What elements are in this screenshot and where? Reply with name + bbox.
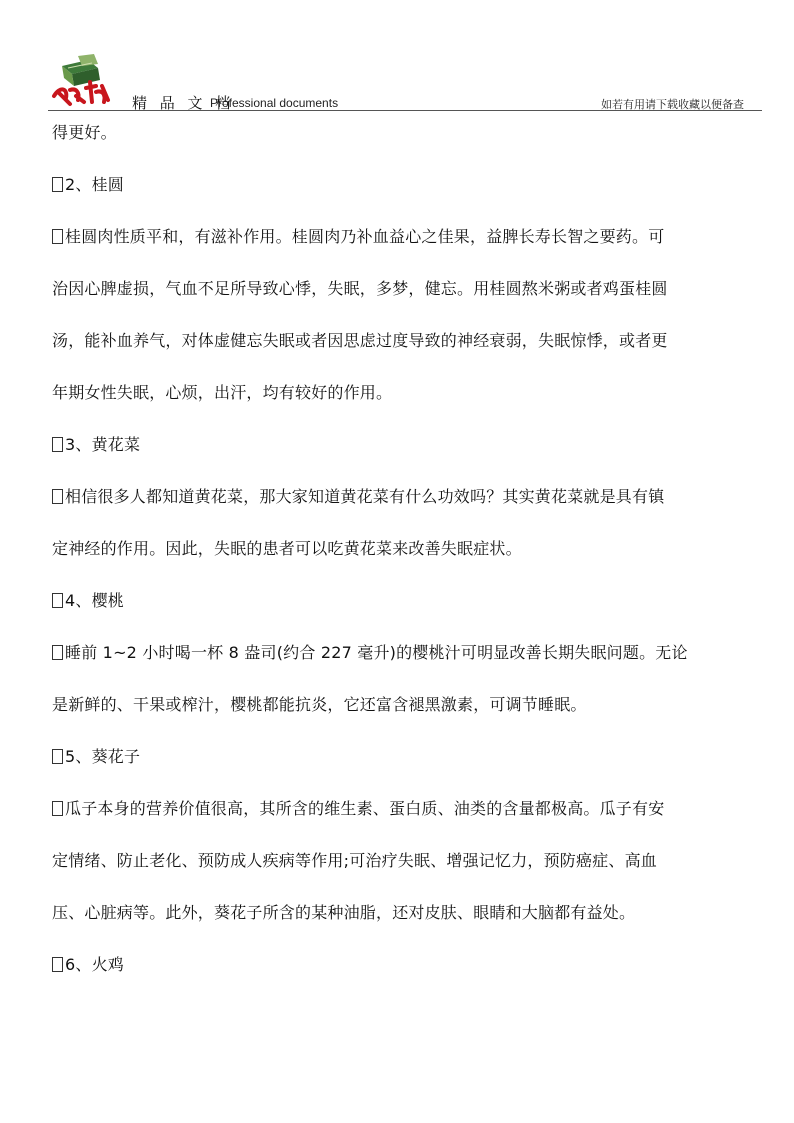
paragraph-line: 定情绪、防止老化、预防成人疾病等作用;可治疗失眠、增强记忆力，预防癌症、高血 bbox=[52, 851, 657, 870]
header-note: 如若有用请下载收藏以便备查 bbox=[601, 98, 744, 111]
paragraph-line: 相信很多人都知道黄花菜，那大家知道黄花菜有什么功效吗？其实黄花菜就是具有镇 bbox=[52, 486, 764, 507]
page-header bbox=[48, 52, 760, 112]
paragraph-line: 治因心脾虚损，气血不足所导致心悸，失眠，多梦，健忘。用桂圆熬米粥或者鸡蛋桂圆 bbox=[52, 279, 668, 298]
paragraph-line: 压、心脏病等。此外，葵花子所含的某种油脂，还对皮肤、眼睛和大脑都有益处。 bbox=[52, 903, 636, 922]
paragraph-line: 瓜子本身的营养价值很高，其所含的维生素、蛋白质、油类的含量都极高。瓜子有安 bbox=[52, 798, 764, 819]
section-heading: 2、桂圆 bbox=[52, 174, 764, 195]
checkbox-glyph bbox=[52, 957, 63, 972]
checkbox-glyph bbox=[52, 593, 63, 608]
paragraph-line: 定神经的作用。因此，失眠的患者可以吃黄花菜来改善失眠症状。 bbox=[52, 539, 522, 558]
paragraph-line: 是新鲜的、干果或榨汁，樱桃都能抗炎，它还富含褪黑激素，可调节睡眠。 bbox=[52, 695, 587, 714]
brand-title: 精 品 文 档 bbox=[132, 94, 235, 112]
paragraph-line: 得更好。 bbox=[52, 123, 117, 142]
checkbox-glyph bbox=[52, 229, 63, 244]
section-heading: 6、火鸡 bbox=[52, 954, 764, 975]
paragraph-line: 汤，能补血养气，对体虚健忘失眠或者因思虑过度导致的神经衰弱，失眠惊悸，或者更 bbox=[52, 331, 668, 350]
checkbox-glyph bbox=[52, 749, 63, 764]
brand-subtitle: Professional documents bbox=[210, 96, 339, 110]
header-divider bbox=[48, 110, 762, 111]
document-body bbox=[52, 122, 764, 975]
section-heading: 4、樱桃 bbox=[52, 590, 764, 611]
checkbox-glyph bbox=[52, 801, 63, 816]
checkbox-glyph bbox=[52, 177, 63, 192]
section-heading: 3、黄花菜 bbox=[52, 434, 764, 455]
checkbox-glyph bbox=[52, 645, 63, 660]
paragraph-line: 桂圆肉性质平和，有滋补作用。桂圆肉乃补血益心之佳果，益脾长寿长智之要药。可 bbox=[52, 226, 764, 247]
checkbox-glyph bbox=[52, 437, 63, 452]
paragraph-line: 年期女性失眠，心烦，出汗，均有较好的作用。 bbox=[52, 383, 393, 402]
checkbox-glyph bbox=[52, 489, 63, 504]
section-heading: 5、葵花子 bbox=[52, 746, 764, 767]
paragraph-line: 睡前 1~2 小时喝一杯 8 盎司(约合 227 毫升)的樱桃汁可明显改善长期失眠问题。无论 bbox=[52, 642, 764, 663]
